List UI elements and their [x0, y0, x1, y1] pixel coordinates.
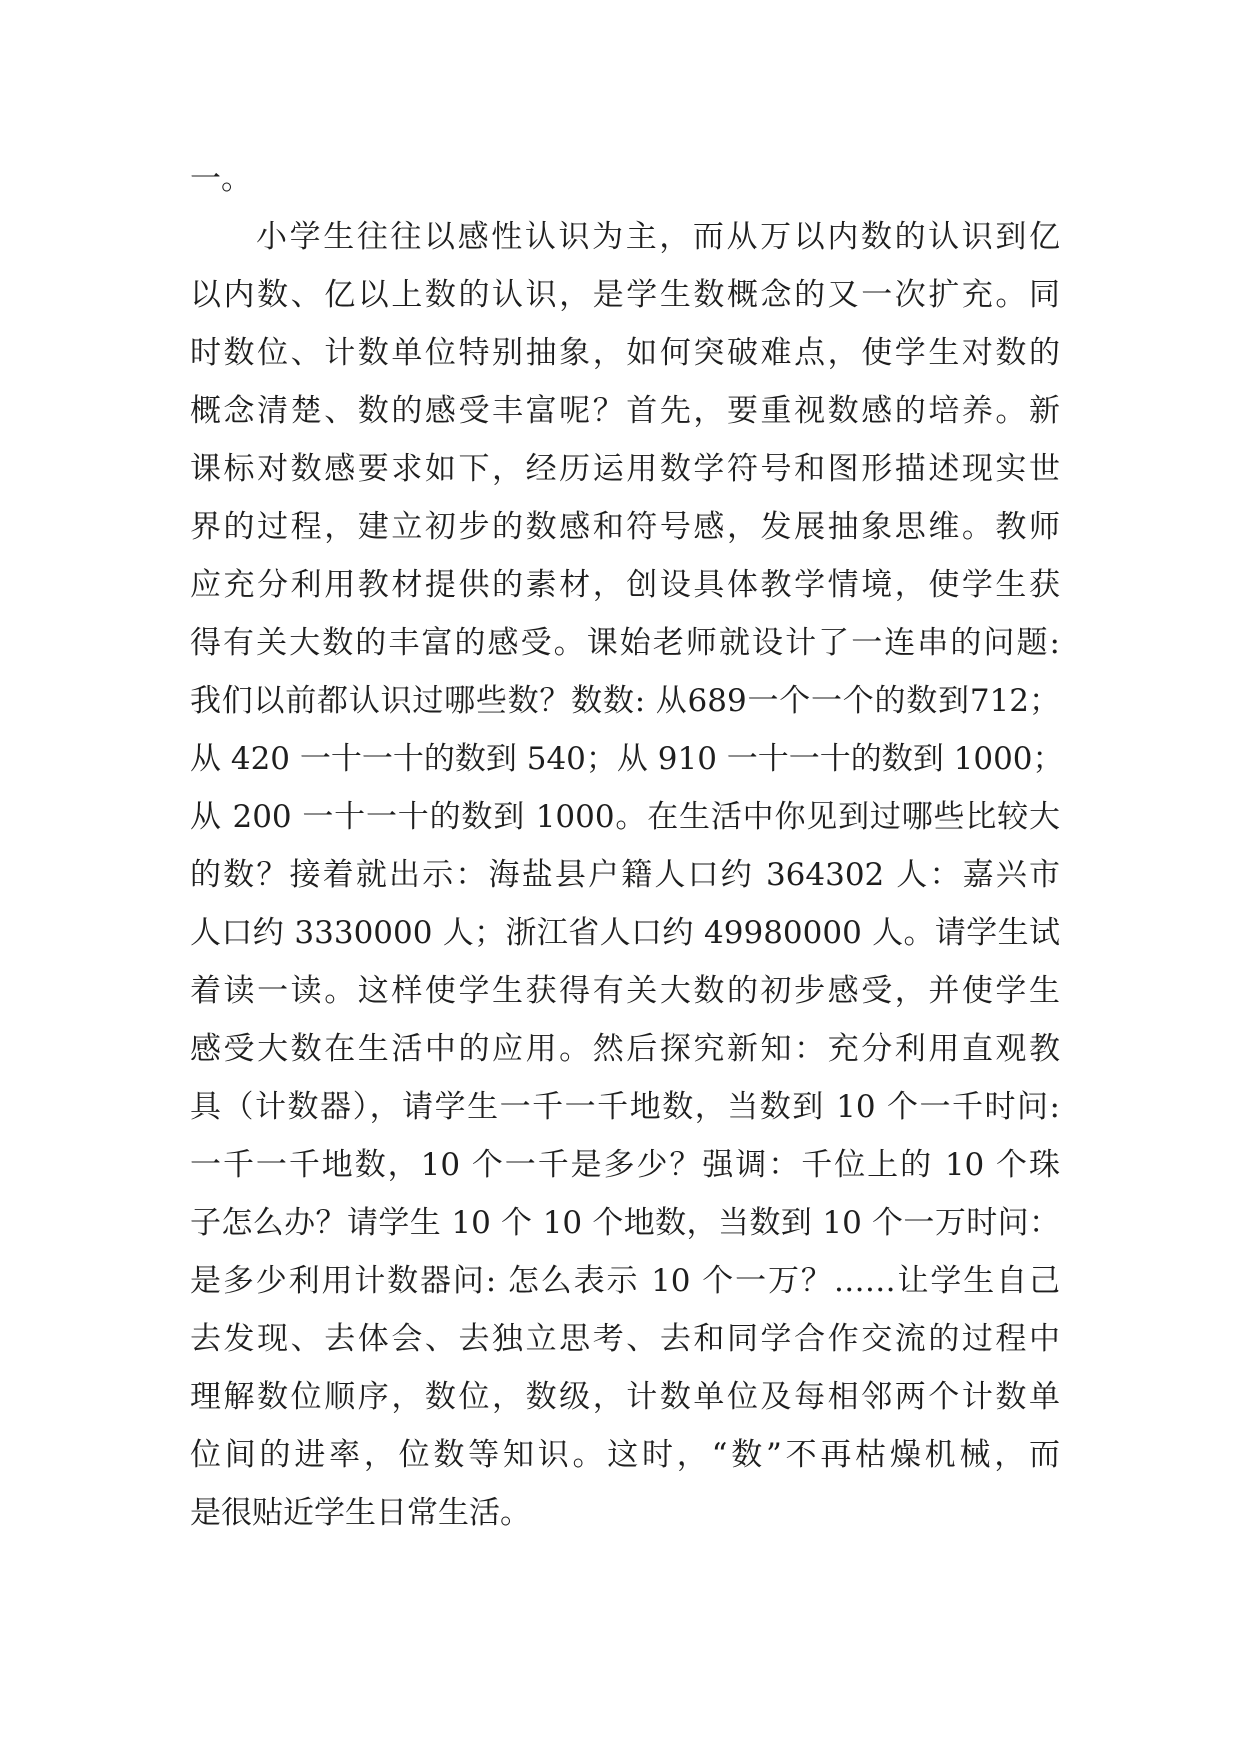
- text-line: 我们以前都认识过哪些数？数数: 从689一个一个的数到712；: [190, 683, 1060, 719]
- text-line: 课标对数感要求如下，经历运用数学符号和图形描述现实世: [190, 451, 1060, 487]
- text-line: 去发现、去体会、去独立思考、去和同学合作交流的过程中: [190, 1321, 1060, 1357]
- text-line: 是多少利用计数器问: 怎么表示 10 个一万？……让学生自己: [190, 1263, 1060, 1299]
- text-line: 以内数、亿以上数的认识，是学生数概念的又一次扩充。同: [190, 277, 1060, 313]
- body-text: [190, 150, 1064, 1542]
- text-line: 人口约 3330000 人；浙江省人口约 49980000 人。请学生试: [190, 915, 1060, 951]
- text-line: 是很贴近学生日常生活。: [190, 1495, 531, 1531]
- text-line: 感受大数在生活中的应用。然后探究新知：充分利用直观教: [190, 1031, 1060, 1067]
- text-line: 时数位、计数单位特别抽象，如何突破难点，使学生对数的: [190, 335, 1060, 371]
- text-line: 从 420 一十一十的数到 540；从 910 一十一十的数到 1000；: [190, 741, 1064, 777]
- text-line: 小学生往往以感性认识为主，而从万以内数的认识到亿: [256, 219, 1060, 255]
- text-line: 一千一千地数，10 个一千是多少？强调：千位上的 10 个珠: [190, 1147, 1060, 1183]
- text-line: 从 200 一十一十的数到 1000。在生活中你见到过哪些比较大: [190, 799, 1060, 835]
- text-line: 位间的进率，位数等知识。这时，“数”不再枯燥机械，而: [190, 1437, 1060, 1473]
- text-line: 理解数位顺序，数位，数级，计数单位及每相邻两个计数单: [190, 1379, 1060, 1415]
- text-line: 概念清楚、数的感受丰富呢？首先，要重视数感的培养。新: [190, 393, 1060, 429]
- text-line: 一。: [190, 161, 252, 197]
- text-line: 着读一读。这样使学生获得有关大数的初步感受，并使学生: [190, 973, 1060, 1009]
- text-line: 具（计数器），请学生一千一千地数，当数到 10 个一千时问:: [190, 1089, 1060, 1125]
- text-line: 子怎么办？请学生 10 个 10 个地数，当数到 10 个一万时问：: [190, 1205, 1060, 1241]
- text-line: 界的过程，建立初步的数感和符号感，发展抽象思维。教师: [190, 509, 1060, 545]
- text-line: 的数？接着就出示：海盐县户籍人口约 364302 人：嘉兴市: [190, 857, 1060, 893]
- text-line: 得有关大数的丰富的感受。课始老师就设计了一连串的问题:: [190, 625, 1060, 661]
- text-line: 应充分利用教材提供的素材，创设具体教学情境，使学生获: [190, 567, 1060, 603]
